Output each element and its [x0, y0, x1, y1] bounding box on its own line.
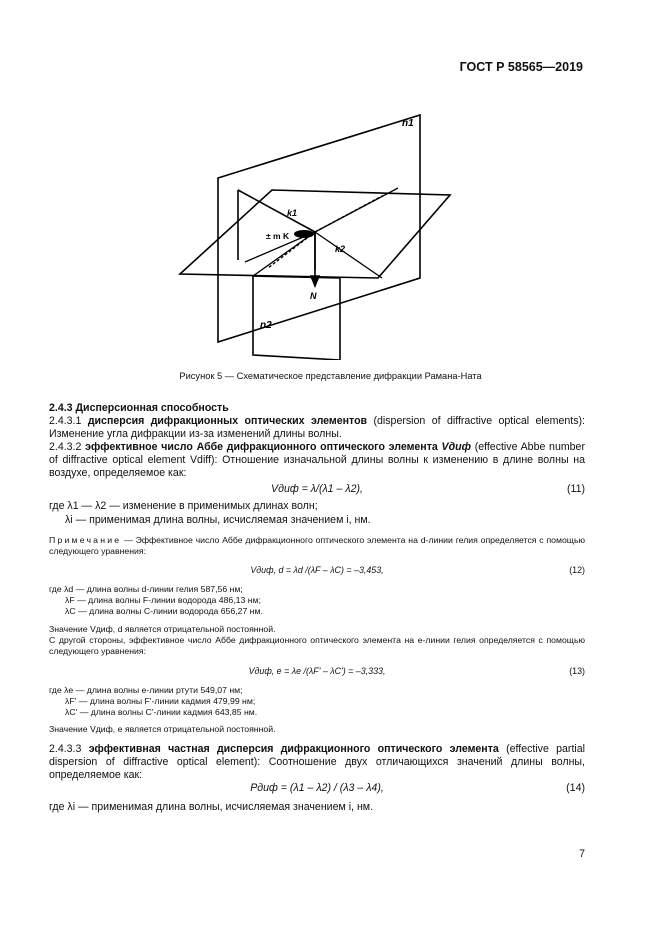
negative-note-2: Значение Vдиф, e является отрицательной постоянной. — [49, 724, 276, 734]
diffraction-spot — [294, 230, 314, 238]
equation-13: Vдиф, e = λe /(λF' – λC') = –3,333, — [248, 666, 386, 676]
other-hand-paragraph: С другой стороны, эффективное число Аббе дифракционного оптического элемента на е-линии гелия определяется с помощью следующего уравнения: — [49, 635, 585, 656]
where-13-line3: λC' — длина волны C'-линии кадмия 643,85 нм. — [65, 707, 258, 717]
paragraph-2431: 2.4.3.1 дисперсия дифракционных оптических элементов (dispersion of diffractive optical elements): Изменение угла дифракции из-за изменений длины волны. — [49, 415, 585, 441]
equation-12-number: (12) — [569, 565, 585, 575]
where-12-line1: где λd — длина волны d-линии гелия 587,56 нм; — [49, 584, 243, 594]
paragraph-2433: 2.4.3.3 эффективная частная дисперсия дифракционного оптического элемента (effective partial dispersion of diffractive optical element): Соотношение двух отличающихся значений длины волны, определяемое как: — [49, 743, 585, 782]
label-k1: k1 — [287, 208, 298, 218]
paragraph-2432: 2.4.3.2 эффективное число Аббе дифракционного оптического элемента Vдиф (effective Abbe number of diffractive optical element Vdiff): Отношение изначальной длины волны к изменению в длине волны на воздухе, определяемое как: — [49, 441, 585, 480]
document-id: ГОСТ Р 58565—2019 — [459, 60, 583, 74]
equation-13-number: (13) — [569, 666, 585, 676]
note-block: Примечание — Эффективное число Аббе дифракционного оптического элемента на d-линии гелия определяется с помощью следующего уравнения: — [49, 535, 585, 556]
equation-14: Pдиф = (λ1 – λ2) / (λ3 – λ4), — [250, 782, 384, 794]
negative-note-1: Значение Vдиф, d является отрицательной постоянной. — [49, 624, 276, 634]
figure-caption: Рисунок 5 — Схематическое представление дифракции Рамана-Ната — [179, 371, 482, 381]
label-normal: N — [310, 291, 317, 301]
where-12-line3: λC — длина волны C-линии водорода 656,27 нм. — [65, 606, 263, 616]
equation-11: Vдиф = λ/(λ1 – λ2), — [271, 483, 363, 495]
label-n1: n1 — [402, 118, 414, 129]
normal-arrow — [311, 232, 319, 286]
where-13-line1: где λe — длина волны е-линии ртути 549,07 нм; — [49, 685, 243, 695]
plane-n2 — [253, 276, 340, 360]
where-13-line2: λF' — длина волны F'-линии кадмия 479,99 нм; — [65, 696, 256, 706]
equation-11-number: (11) — [566, 483, 585, 495]
where-12-line2: λF — длина волны F-линии водорода 486,13 нм; — [65, 595, 261, 605]
equation-14-number: (14) — [566, 782, 585, 794]
label-n2: n2 — [260, 320, 272, 331]
where-11-line1: где λ1 — λ2 — изменение в применимых длинах волн; — [49, 500, 318, 512]
equation-12: Vдиф, d = λd /(λF – λC) = –3,453, — [250, 565, 384, 575]
incident-beam — [238, 190, 315, 270]
section-title: 2.4.3 Дисперсионная способность — [49, 402, 229, 414]
label-angle: ± m K — [266, 231, 290, 241]
plane-n1 — [218, 115, 420, 342]
where-14: где λi — применимая длина волны, исчисляемая значением i, нм. — [49, 801, 374, 813]
where-11-line2: λi — применимая длина волны, исчисляемая значением i, нм. — [65, 514, 371, 526]
raman-nath-diagram — [150, 110, 480, 360]
page-number: 7 — [579, 848, 585, 860]
label-k2: k2 — [335, 244, 346, 254]
